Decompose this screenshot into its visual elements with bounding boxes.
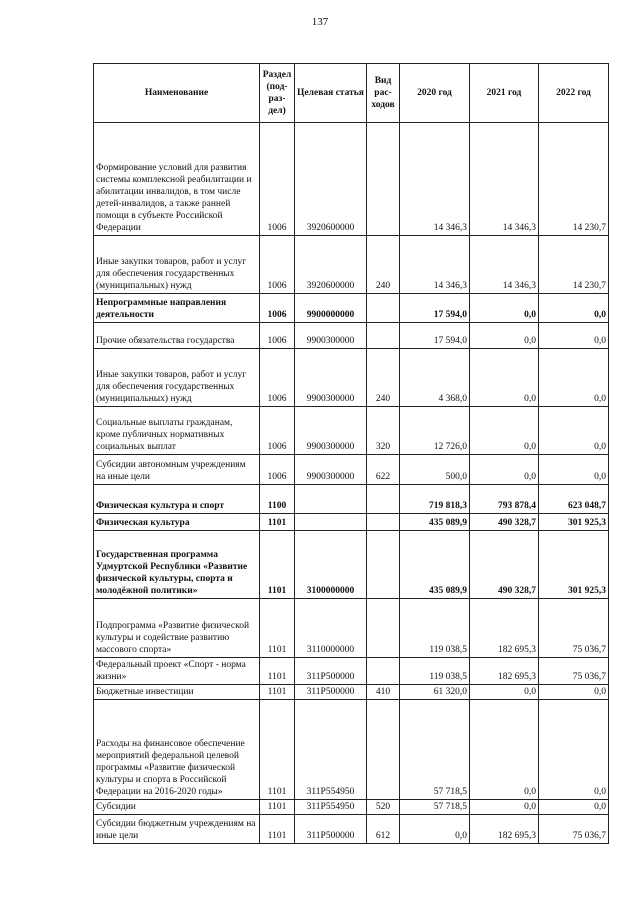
row-2021: 793 878,4 [470,485,539,514]
row-kind: 410 [367,685,400,700]
row-2020: 14 346,3 [400,123,470,236]
row-2021: 0,0 [470,455,539,485]
row-target: 3110000000 [295,599,367,658]
row-name: Непрограммные направления деятельности [94,294,260,323]
row-target: 311P500000 [295,815,367,844]
row-kind: 622 [367,455,400,485]
row-2021: 182 695,3 [470,815,539,844]
header-2022: 2022 год [539,64,609,123]
row-section: 1006 [260,123,295,236]
row-2021: 0,0 [470,323,539,349]
row-2020: 435 089,9 [400,514,470,531]
row-target: 311P554950 [295,700,367,800]
row-2022: 0,0 [539,323,609,349]
row-2020: 0,0 [400,815,470,844]
row-target: 9900000000 [295,294,367,323]
row-target [295,485,367,514]
row-kind [367,485,400,514]
row-section: 1006 [260,323,295,349]
table-row [94,531,609,599]
row-2022: 75 036,7 [539,658,609,685]
row-2021: 0,0 [470,294,539,323]
row-target: 3920600000 [295,236,367,294]
row-section: 1006 [260,349,295,407]
row-2022: 623 048,7 [539,485,609,514]
row-2021: 0,0 [470,700,539,800]
row-name: Субсидии бюджетным учреждениям на иные цели [94,815,260,844]
row-section: 1101 [260,700,295,800]
row-2020: 500,0 [400,455,470,485]
row-2020: 435 089,9 [400,531,470,599]
header-2021: 2021 год [470,64,539,123]
row-section: 1101 [260,514,295,531]
table-row [94,349,609,407]
header-name: Наименование [94,64,260,123]
row-target: 3100000000 [295,531,367,599]
row-2022: 0,0 [539,455,609,485]
row-kind [367,531,400,599]
table-row [94,236,609,294]
row-name: Иные закупки товаров, работ и услуг для обеспечения государственных (муниципальных) нужд [94,236,260,294]
row-2020: 17 594,0 [400,323,470,349]
row-2020: 12 726,0 [400,407,470,455]
row-kind [367,123,400,236]
row-name: Федеральный проект «Спорт - норма жизни» [94,658,260,685]
row-2022: 75 036,7 [539,599,609,658]
header-row [94,64,609,123]
row-target: 9900300000 [295,323,367,349]
table-row [94,407,609,455]
table-row [94,658,609,685]
row-kind [367,700,400,800]
row-2020: 61 320,0 [400,685,470,700]
row-2021: 182 695,3 [470,658,539,685]
row-kind: 612 [367,815,400,844]
table-row [94,800,609,815]
row-target: 3920600000 [295,123,367,236]
row-2021: 0,0 [470,349,539,407]
table-row [94,323,609,349]
row-target: 9900300000 [295,455,367,485]
row-2021: 490 328,7 [470,531,539,599]
row-section: 1101 [260,685,295,700]
header-2020: 2020 год [400,64,470,123]
row-2022: 14 230,7 [539,236,609,294]
row-section: 1101 [260,815,295,844]
row-2021: 14 346,3 [470,236,539,294]
row-2020: 719 818,3 [400,485,470,514]
row-target: 311P554950 [295,800,367,815]
row-2020: 14 346,3 [400,236,470,294]
row-2020: 4 368,0 [400,349,470,407]
row-2022: 75 036,7 [539,815,609,844]
table-row [94,294,609,323]
row-kind [367,514,400,531]
row-section: 1006 [260,294,295,323]
row-name: Иные закупки товаров, работ и услуг для обеспечения государственных (муниципальных) нужд [94,349,260,407]
row-2021: 0,0 [470,685,539,700]
row-kind: 240 [367,349,400,407]
row-name: Физическая культура и спорт [94,485,260,514]
table-row [94,514,609,531]
row-kind [367,599,400,658]
row-kind [367,294,400,323]
row-name: Подпрограмма «Развитие физической культуры и содействие развитию массового спорта» [94,599,260,658]
row-section: 1006 [260,455,295,485]
row-name: Бюджетные инвестиции [94,685,260,700]
row-2022: 0,0 [539,407,609,455]
row-2020: 57 718,5 [400,700,470,800]
row-section: 1101 [260,531,295,599]
header-section: Раздел (под-раз-дел) [260,64,295,123]
row-name: Расходы на финансовое обеспечение мероприятий федеральной целевой программы «Развитие физической культуры и спорта в Российской Федерации на 2016-2020 годы» [94,700,260,800]
row-target [295,514,367,531]
row-2021: 0,0 [470,800,539,815]
header-kind: Вид рас-ходов [367,64,400,123]
row-target: 311P500000 [295,658,367,685]
row-kind [367,658,400,685]
row-kind [367,323,400,349]
row-2022: 301 925,3 [539,514,609,531]
row-kind: 520 [367,800,400,815]
row-2020: 119 038,5 [400,599,470,658]
table-row [94,700,609,800]
row-target: 9900300000 [295,407,367,455]
row-2020: 17 594,0 [400,294,470,323]
row-kind: 320 [367,407,400,455]
page-number: 137 [311,16,329,28]
row-target: 9900300000 [295,349,367,407]
table-row [94,123,609,236]
budget-table [93,63,609,844]
table-row [94,815,609,844]
row-section: 1100 [260,485,295,514]
row-name: Субсидии [94,800,260,815]
table-row [94,455,609,485]
row-section: 1101 [260,658,295,685]
row-2022: 14 230,7 [539,123,609,236]
row-name: Физическая культура [94,514,260,531]
row-kind: 240 [367,236,400,294]
row-2021: 182 695,3 [470,599,539,658]
row-name: Прочие обязательства государства [94,323,260,349]
row-2022: 0,0 [539,800,609,815]
row-2022: 0,0 [539,294,609,323]
header-target: Целевая статья [295,64,367,123]
row-2020: 119 038,5 [400,658,470,685]
row-name: Субсидии автономным учреждениям на иные цели [94,455,260,485]
row-2021: 0,0 [470,407,539,455]
row-name: Социальные выплаты гражданам, кроме публичных нормативных социальных выплат [94,407,260,455]
table-row [94,685,609,700]
row-section: 1006 [260,407,295,455]
row-2021: 14 346,3 [470,123,539,236]
row-section: 1006 [260,236,295,294]
table-row [94,599,609,658]
row-target: 311P500000 [295,685,367,700]
row-section: 1101 [260,599,295,658]
row-2022: 301 925,3 [539,531,609,599]
row-2022: 0,0 [539,700,609,800]
table-row [94,485,609,514]
row-section: 1101 [260,800,295,815]
row-name: Формирование условий для развития системы комплексной реабилитации и абилитации инвалидов, в том числе детей-инвалидов, а также ранней помощи в субъекте Российской Федерации [94,123,260,236]
row-2022: 0,0 [539,685,609,700]
row-2022: 0,0 [539,349,609,407]
row-name: Государственная программа Удмуртской Республики «Развитие физической культуры, спорта и молодёжной политики» [94,531,260,599]
row-2020: 57 718,5 [400,800,470,815]
row-2021: 490 328,7 [470,514,539,531]
